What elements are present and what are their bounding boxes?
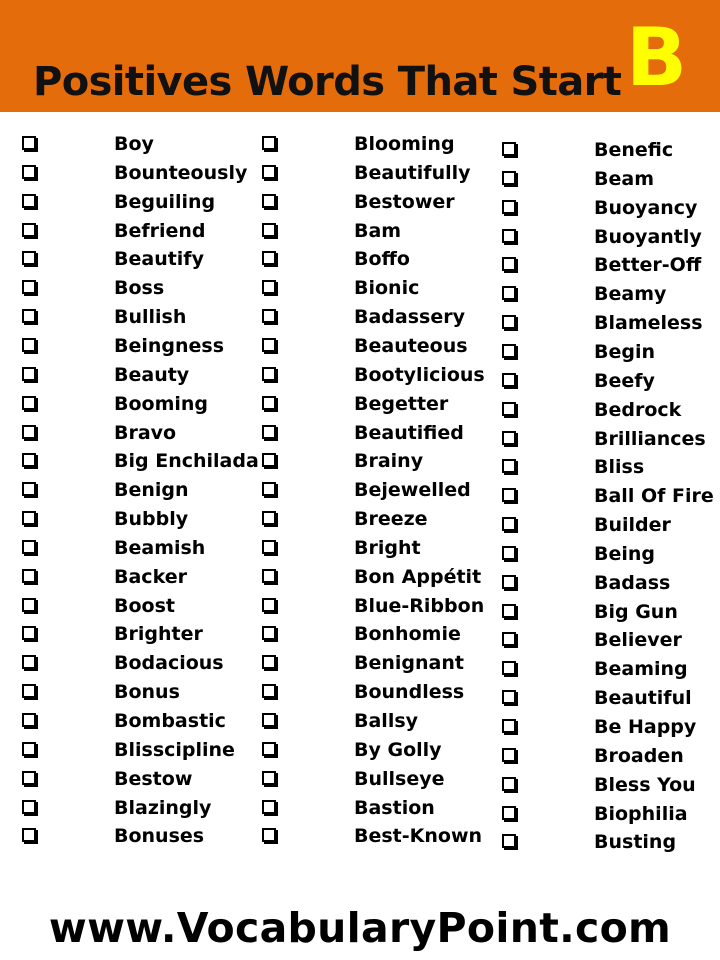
checkbox-square-icon[interactable]	[262, 396, 276, 410]
word-list-item	[22, 420, 262, 448]
checkbox-square-icon[interactable]	[22, 396, 36, 410]
word-list-item	[502, 483, 720, 511]
checkbox-square-icon[interactable]	[22, 540, 36, 554]
word-label: Ballsy	[354, 710, 419, 732]
word-label: Bliss	[594, 456, 645, 479]
word-list-item	[22, 362, 262, 390]
word-list-item	[502, 829, 720, 857]
word-list-item	[22, 708, 262, 736]
checkbox-square-icon[interactable]	[502, 402, 516, 416]
checkbox-square-icon[interactable]	[22, 223, 36, 237]
checkbox-square-icon[interactable]	[22, 742, 36, 756]
checkbox-square-icon[interactable]	[502, 431, 516, 445]
word-label: Beingness	[114, 334, 225, 357]
word-label: Bodacious	[114, 652, 224, 675]
word-label: Bravo	[114, 421, 177, 444]
word-list-item	[262, 564, 502, 592]
word-list-item	[22, 621, 262, 649]
checkbox-square-icon[interactable]	[22, 251, 36, 265]
checkbox-square-icon[interactable]	[262, 800, 276, 814]
word-label: Busting	[594, 831, 677, 854]
word-label: Ball Of Fire	[594, 485, 714, 508]
word-list-item	[262, 391, 502, 419]
title-letter: B	[626, 11, 687, 104]
word-list-item	[22, 593, 262, 621]
checkbox-square-icon[interactable]	[262, 713, 276, 727]
word-label: Bonuses	[114, 825, 205, 848]
word-list-item	[22, 275, 262, 303]
checkbox-square-icon[interactable]	[502, 575, 516, 589]
word-label: Bonhomie	[354, 623, 461, 646]
checkbox-square-icon[interactable]	[262, 598, 276, 612]
checkbox-square-icon[interactable]	[502, 488, 516, 502]
word-label: Bon Appétit	[354, 565, 482, 588]
word-label: Bootylicious	[354, 363, 485, 386]
checkbox-square-icon[interactable]	[22, 453, 36, 467]
checkbox-square-icon[interactable]	[502, 171, 516, 185]
word-list-item	[22, 564, 262, 592]
checkbox-square-icon[interactable]	[502, 200, 516, 214]
word-list-item	[502, 541, 720, 569]
checkbox-square-icon[interactable]	[502, 344, 516, 358]
word-label: Bam	[354, 219, 402, 242]
checkbox-square-icon[interactable]	[262, 251, 276, 265]
website-footer: www.VocabularyPoint.com	[48, 904, 672, 952]
word-list-item	[262, 420, 502, 448]
checkbox-square-icon[interactable]	[22, 655, 36, 669]
checkbox-square-icon[interactable]	[22, 367, 36, 381]
word-list-item	[262, 795, 502, 823]
checkbox-square-icon[interactable]	[262, 453, 276, 467]
checkbox-square-icon[interactable]	[22, 338, 36, 352]
checkbox-square-icon[interactable]	[502, 806, 516, 820]
word-list-item	[22, 795, 262, 823]
checkbox-square-icon[interactable]	[262, 338, 276, 352]
word-list-item	[502, 454, 720, 482]
checkbox-square-icon[interactable]	[262, 569, 276, 583]
word-list-item	[502, 166, 720, 194]
word-list-item	[22, 766, 262, 794]
word-label: Boss	[114, 277, 165, 300]
word-label: Better-Off	[594, 254, 702, 277]
word-list-item	[502, 252, 720, 280]
word-list-item	[502, 627, 720, 655]
word-label: Beauty	[114, 363, 190, 386]
checkbox-square-icon[interactable]	[22, 425, 36, 439]
word-label: Brilliances	[594, 427, 706, 450]
word-list-item	[502, 195, 720, 223]
word-label: Beautified	[354, 421, 464, 444]
word-list-item	[262, 506, 502, 534]
word-label: Badass	[594, 571, 671, 594]
word-label: Beefy	[594, 369, 655, 392]
word-list-item	[262, 448, 502, 476]
word-list-item	[22, 189, 262, 217]
word-label: Bless You	[594, 773, 696, 796]
checkbox-square-icon[interactable]	[502, 142, 516, 156]
word-label: Befriend	[114, 219, 206, 242]
word-label: Big Enchilada	[114, 450, 259, 473]
word-list-item	[22, 650, 262, 678]
checkbox-square-icon[interactable]	[502, 748, 516, 762]
checkbox-square-icon[interactable]	[22, 800, 36, 814]
word-list-item	[22, 477, 262, 505]
word-label: Best-Known	[354, 825, 483, 848]
word-list-item	[502, 310, 720, 338]
checkbox-square-icon[interactable]	[22, 828, 36, 842]
checkbox-square-icon[interactable]	[502, 373, 516, 387]
word-label: Bedrock	[594, 398, 682, 421]
word-list-item	[502, 714, 720, 742]
word-list-item	[262, 621, 502, 649]
checkbox-square-icon[interactable]	[262, 194, 276, 208]
word-label: Beautifully	[354, 161, 471, 184]
checkbox-square-icon[interactable]	[502, 315, 516, 329]
checkbox-square-icon[interactable]	[502, 459, 516, 473]
word-list-item	[262, 535, 502, 563]
word-list-item	[22, 304, 262, 332]
checkbox-square-icon[interactable]	[262, 742, 276, 756]
checkbox-square-icon[interactable]	[262, 482, 276, 496]
word-label: Boy	[114, 133, 154, 155]
word-label: Boost	[114, 594, 175, 617]
checkbox-square-icon[interactable]	[22, 482, 36, 496]
word-label: Bullseye	[354, 767, 445, 790]
word-list-item	[262, 766, 502, 794]
word-label: Blazingly	[114, 796, 212, 819]
word-list-item	[262, 362, 502, 390]
word-label: Bombastic	[114, 710, 226, 732]
word-label: Bounteously	[114, 161, 248, 184]
checkbox-square-icon[interactable]	[22, 309, 36, 323]
word-label: Builder	[594, 514, 671, 537]
word-label: Benign	[114, 479, 189, 502]
word-list-item	[502, 570, 720, 598]
word-label: Bubbly	[114, 508, 189, 531]
checkbox-square-icon[interactable]	[262, 655, 276, 669]
word-list-item	[262, 131, 502, 159]
checkbox-square-icon[interactable]	[22, 771, 36, 785]
word-label: Boundless	[354, 681, 465, 704]
word-label: Biophilia	[594, 802, 688, 825]
word-list-item	[22, 218, 262, 246]
checkbox-square-icon[interactable]	[22, 280, 36, 294]
word-label: Brainy	[354, 450, 424, 473]
checkbox-square-icon[interactable]	[22, 569, 36, 583]
checkbox-square-icon[interactable]	[22, 194, 36, 208]
word-label: Blisscipline	[114, 738, 235, 761]
word-label: Beamy	[594, 283, 667, 306]
word-label: By Golly	[354, 738, 442, 761]
word-list-item	[22, 823, 262, 851]
checkbox-square-icon[interactable]	[502, 632, 516, 646]
word-label: Bejewelled	[354, 479, 471, 502]
word-label: Broaden	[594, 744, 684, 767]
checkbox-square-icon[interactable]	[262, 280, 276, 294]
word-label: Beamish	[114, 536, 206, 559]
checkbox-square-icon[interactable]	[262, 367, 276, 381]
word-label: Beaming	[594, 658, 688, 681]
word-label: Beautify	[114, 248, 204, 271]
word-list-item	[502, 137, 720, 165]
checkbox-square-icon[interactable]	[502, 286, 516, 300]
checkbox-square-icon[interactable]	[262, 540, 276, 554]
checkbox-square-icon[interactable]	[262, 511, 276, 525]
word-list-item	[262, 593, 502, 621]
checkbox-square-icon[interactable]	[262, 684, 276, 698]
word-label: Benignant	[354, 652, 464, 675]
word-label: Begin	[594, 340, 656, 363]
word-list-item	[502, 743, 720, 771]
checkbox-square-icon[interactable]	[502, 690, 516, 704]
word-list-item	[22, 246, 262, 274]
checkbox-square-icon[interactable]	[22, 598, 36, 612]
checkbox-square-icon[interactable]	[22, 626, 36, 640]
word-label: Blameless	[594, 312, 703, 335]
word-label: Beguiling	[114, 190, 216, 213]
word-label: Being	[594, 542, 656, 565]
word-label: Benefic	[594, 139, 674, 161]
word-label: Booming	[114, 392, 209, 415]
checkbox-square-icon[interactable]	[502, 661, 516, 675]
word-list-item	[22, 448, 262, 476]
word-list-item	[502, 397, 720, 425]
checkbox-square-icon[interactable]	[262, 165, 276, 179]
word-list-item	[502, 801, 720, 829]
checkbox-square-icon[interactable]	[502, 777, 516, 791]
title-banner	[0, 0, 720, 112]
word-label: Beauteous	[354, 334, 468, 357]
word-list-item	[262, 737, 502, 765]
word-list-item	[22, 737, 262, 765]
word-label: Buoyancy	[594, 196, 698, 219]
word-label: Bionic	[354, 277, 420, 300]
word-list-item	[262, 823, 502, 851]
word-label: Bonus	[114, 681, 180, 704]
word-list-item	[262, 679, 502, 707]
checkbox-square-icon[interactable]	[262, 136, 276, 150]
checkbox-square-icon[interactable]	[502, 229, 516, 243]
checkbox-square-icon[interactable]	[22, 511, 36, 525]
word-label: Badassery	[354, 306, 465, 329]
word-list-item	[502, 281, 720, 309]
page-title: Positives Words That Start	[33, 59, 622, 105]
word-list-item	[262, 160, 502, 188]
word-list-item	[22, 160, 262, 188]
word-list-item	[502, 368, 720, 396]
word-list-item	[262, 275, 502, 303]
word-label: Brighter	[114, 623, 203, 646]
word-list-item	[22, 506, 262, 534]
checkbox-square-icon[interactable]	[262, 223, 276, 237]
word-list-item	[502, 599, 720, 627]
checkbox-square-icon[interactable]	[502, 719, 516, 733]
word-list-item	[22, 131, 262, 159]
checkbox-square-icon[interactable]	[22, 136, 36, 150]
checkbox-square-icon[interactable]	[262, 425, 276, 439]
word-list-item	[502, 224, 720, 252]
word-label: Be Happy	[594, 716, 697, 738]
checkbox-square-icon[interactable]	[502, 517, 516, 531]
checkbox-square-icon[interactable]	[22, 165, 36, 179]
word-label: Blooming	[354, 133, 455, 155]
word-label: Breeze	[354, 508, 428, 531]
word-label: Beautiful	[594, 687, 692, 710]
word-label: Believer	[594, 629, 682, 652]
checkbox-square-icon[interactable]	[22, 713, 36, 727]
checkbox-square-icon[interactable]	[262, 626, 276, 640]
word-list-item	[262, 650, 502, 678]
word-label: Begetter	[354, 392, 449, 415]
word-label: Big Gun	[594, 600, 678, 623]
word-list-item	[262, 708, 502, 736]
word-list-item	[262, 477, 502, 505]
word-list-item	[502, 772, 720, 800]
word-label: Bullish	[114, 306, 187, 329]
word-list-item	[262, 333, 502, 361]
word-label: Buoyantly	[594, 225, 702, 248]
checkbox-square-icon[interactable]	[262, 309, 276, 323]
word-label: Bright	[354, 536, 421, 559]
word-label: Boffo	[354, 248, 410, 271]
checkbox-square-icon[interactable]	[22, 684, 36, 698]
checkbox-square-icon[interactable]	[502, 834, 516, 848]
word-list-item	[22, 391, 262, 419]
word-list-item	[22, 535, 262, 563]
word-list-item	[262, 246, 502, 274]
word-list-item	[262, 218, 502, 246]
word-list-item	[502, 685, 720, 713]
word-label: Bastion	[354, 796, 435, 819]
checkbox-square-icon[interactable]	[262, 771, 276, 785]
word-list-item	[262, 189, 502, 217]
word-list-item	[22, 679, 262, 707]
checkbox-square-icon[interactable]	[502, 257, 516, 271]
checkbox-square-icon[interactable]	[502, 546, 516, 560]
word-label: Bestow	[114, 767, 193, 790]
checkbox-square-icon[interactable]	[502, 604, 516, 618]
word-list-item	[502, 656, 720, 684]
word-list-item	[22, 333, 262, 361]
word-label: Bestower	[354, 190, 455, 213]
word-list-item	[262, 304, 502, 332]
word-list-item	[502, 339, 720, 367]
checkbox-square-icon[interactable]	[262, 828, 276, 842]
word-label: Blue-Ribbon	[354, 594, 485, 617]
word-list-item	[502, 512, 720, 540]
word-label: Beam	[594, 167, 654, 190]
word-list-item	[502, 426, 720, 454]
word-label: Backer	[114, 565, 187, 588]
